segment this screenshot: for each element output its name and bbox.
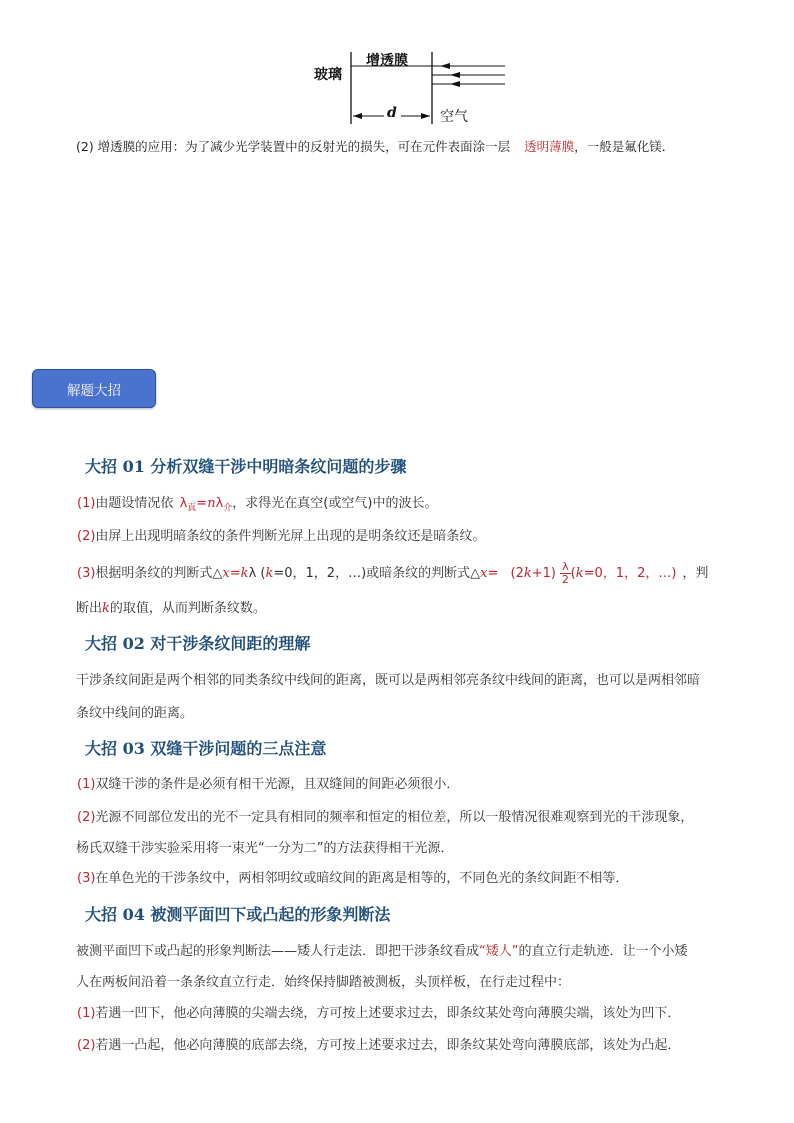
fraction-denominator: 2 bbox=[561, 573, 569, 586]
application-highlight: 透明薄膜 bbox=[524, 139, 575, 154]
x-symbol-1: x bbox=[222, 566, 230, 581]
red-3: ( bbox=[570, 566, 576, 581]
s1-item-3-num: (3) bbox=[77, 566, 96, 581]
s1-item-2-num: (2) bbox=[77, 529, 96, 544]
x-symbol-2: x bbox=[480, 566, 488, 581]
application-line bbox=[76, 138, 674, 156]
k-symbol-1: k bbox=[240, 566, 249, 581]
s3-item-1 bbox=[77, 773, 459, 792]
equals: = bbox=[196, 496, 208, 511]
lambda-vacuum: λ bbox=[179, 496, 188, 511]
fraction bbox=[560, 561, 571, 586]
s1-item-3-a: 根据明条纹的判断式△ bbox=[95, 566, 223, 581]
s4-item-2 bbox=[77, 1034, 680, 1053]
eq-1: = bbox=[229, 566, 241, 581]
section-title-04: 大招 04 被测平面凹下或凸起的形象判断法 bbox=[85, 905, 391, 924]
s4-item-2-num: (2) bbox=[77, 1038, 96, 1053]
d-left-arrowhead-icon bbox=[353, 113, 362, 119]
application-suffix: ，一般是氟化镁． bbox=[574, 139, 675, 154]
red-1: (2 bbox=[510, 566, 524, 581]
s1-item-3-d: =0，1，2，…)或暗条纹的判断式△ bbox=[273, 566, 481, 581]
tips-badge-label: 解题大招 bbox=[67, 382, 121, 399]
k-symbol-5: k bbox=[102, 601, 110, 616]
film-label: 增透膜 bbox=[366, 53, 408, 69]
k-symbol-4: k bbox=[575, 566, 584, 581]
s1-item-1-text-b: ，求得光在真空(或空气)中的波长。 bbox=[232, 496, 438, 511]
glass-label: 玻璃 bbox=[314, 67, 342, 83]
d-label: d bbox=[387, 105, 397, 121]
s4-item-1-text: 若遇一凹下，他必向薄膜的尖端去绕，方可按上述要求过去，即条纹某处弯向薄膜尖端，该处为凹下． bbox=[95, 1006, 681, 1021]
fraction-numerator: λ bbox=[562, 560, 569, 573]
s3-item-2-num: (2) bbox=[77, 810, 96, 825]
d-right-arrowhead-icon bbox=[421, 113, 430, 119]
line2-b: 的取值，从而判断条纹数。 bbox=[109, 601, 266, 616]
red-2: +1) bbox=[531, 566, 557, 581]
s1-item-2-text: 由屏上出现明暗条纹的条件判断光屏上出现的是明条纹还是暗条纹。 bbox=[95, 529, 486, 544]
incident-arrow-icon bbox=[440, 63, 450, 69]
s4-intro-2: 人在两板间沿着一条条纹直立行走．始终保持脚踏被测板，头顶样板，在行走过程中： bbox=[76, 975, 571, 990]
s4-item-1-num: (1) bbox=[77, 1006, 96, 1021]
line2-a: 断出 bbox=[76, 601, 103, 616]
s4-intro-quote: “矮人” bbox=[479, 944, 519, 959]
s1-item-3-line2 bbox=[76, 597, 266, 616]
s3-item-2 bbox=[77, 806, 693, 825]
k-symbol-3: k bbox=[523, 566, 532, 581]
s1-item-3-f: ，判 bbox=[682, 566, 709, 581]
eq-2: = bbox=[487, 566, 499, 581]
s3-item-2-text: 光源不同部位发出的光不一定具有相同的频率和恒定的相位差，所以一般情况很难观察到光的干涉现象， bbox=[95, 810, 694, 825]
s4-intro-1a: 被测平面凹下或凸起的形象判断法——矮人行走法．即把干涉条纹看成 bbox=[76, 944, 480, 959]
section-title-03: 大招 03 双缝干涉问题的三点注意 bbox=[85, 739, 327, 758]
application-prefix: (2) 增透膜的应用：为了减少光学装置中的反射光的损失，可在元件表面涂一层 bbox=[76, 139, 511, 154]
s2-line-2: 条纹中线间的距离。 bbox=[76, 706, 194, 721]
film-diagram bbox=[300, 44, 510, 130]
section-title-02: 大招 02 对干涉条纹间距的理解 bbox=[85, 634, 311, 653]
lambda-medium: λ bbox=[215, 496, 224, 511]
red-4: =0，1，2，…) bbox=[583, 566, 677, 581]
s1-item-1-num: (1) bbox=[77, 496, 96, 511]
s3-item-3-text: 在单色光的干涉条纹中，两相邻明纹或暗纹间的距离是相等的，不同色光的条纹间距不相等． bbox=[95, 871, 629, 886]
reflected-arrow-icon bbox=[450, 72, 460, 78]
s3-item-3 bbox=[77, 867, 628, 886]
sub-vacuum: 真 bbox=[187, 503, 197, 514]
s4-intro-1b: 的直立行走轨迹．让一个小矮 bbox=[518, 944, 688, 959]
section-title-01: 大招 01 分析双缝干涉中明暗条纹问题的步骤 bbox=[85, 457, 407, 476]
s4-item-1 bbox=[77, 1002, 680, 1021]
n-symbol: n bbox=[207, 496, 216, 511]
s3-item-1-text: 双缝干涉的条件是必须有相干光源，且双缝间的间距必须很小． bbox=[95, 777, 460, 792]
s4-intro-1 bbox=[76, 940, 688, 959]
k-symbol-2: k bbox=[265, 566, 274, 581]
s3-item-2-line2: 杨氏双缝干涉实验采用将一束光“一分为二”的方法获得相干光源． bbox=[76, 841, 454, 856]
s1-item-1-text-a: 由题设情况依 bbox=[95, 496, 174, 511]
tips-badge bbox=[32, 369, 156, 408]
s1-formula bbox=[179, 496, 233, 514]
air-label: 空气 bbox=[440, 109, 468, 125]
s1-item-1 bbox=[77, 492, 437, 514]
s1-item-3 bbox=[77, 561, 708, 586]
s3-item-1-num: (1) bbox=[77, 777, 96, 792]
s2-line-1: 干涉条纹间距是两个相邻的同类条纹中线间的距离，既可以是两相邻亮条纹中线间的距离，也可以是两相邻暗 bbox=[76, 673, 701, 688]
s4-item-2-text: 若遇一凸起，他必向薄膜的底部去绕，方可按上述要求过去，即条纹某处弯向薄膜底部，该处为凸起． bbox=[95, 1038, 681, 1053]
s1-item-3-c: λ ( bbox=[248, 566, 266, 581]
s3-item-3-num: (3) bbox=[77, 871, 96, 886]
sub-medium: 介 bbox=[223, 503, 233, 514]
s1-item-2 bbox=[77, 525, 485, 544]
reflected-arrow-2-icon bbox=[450, 81, 460, 87]
